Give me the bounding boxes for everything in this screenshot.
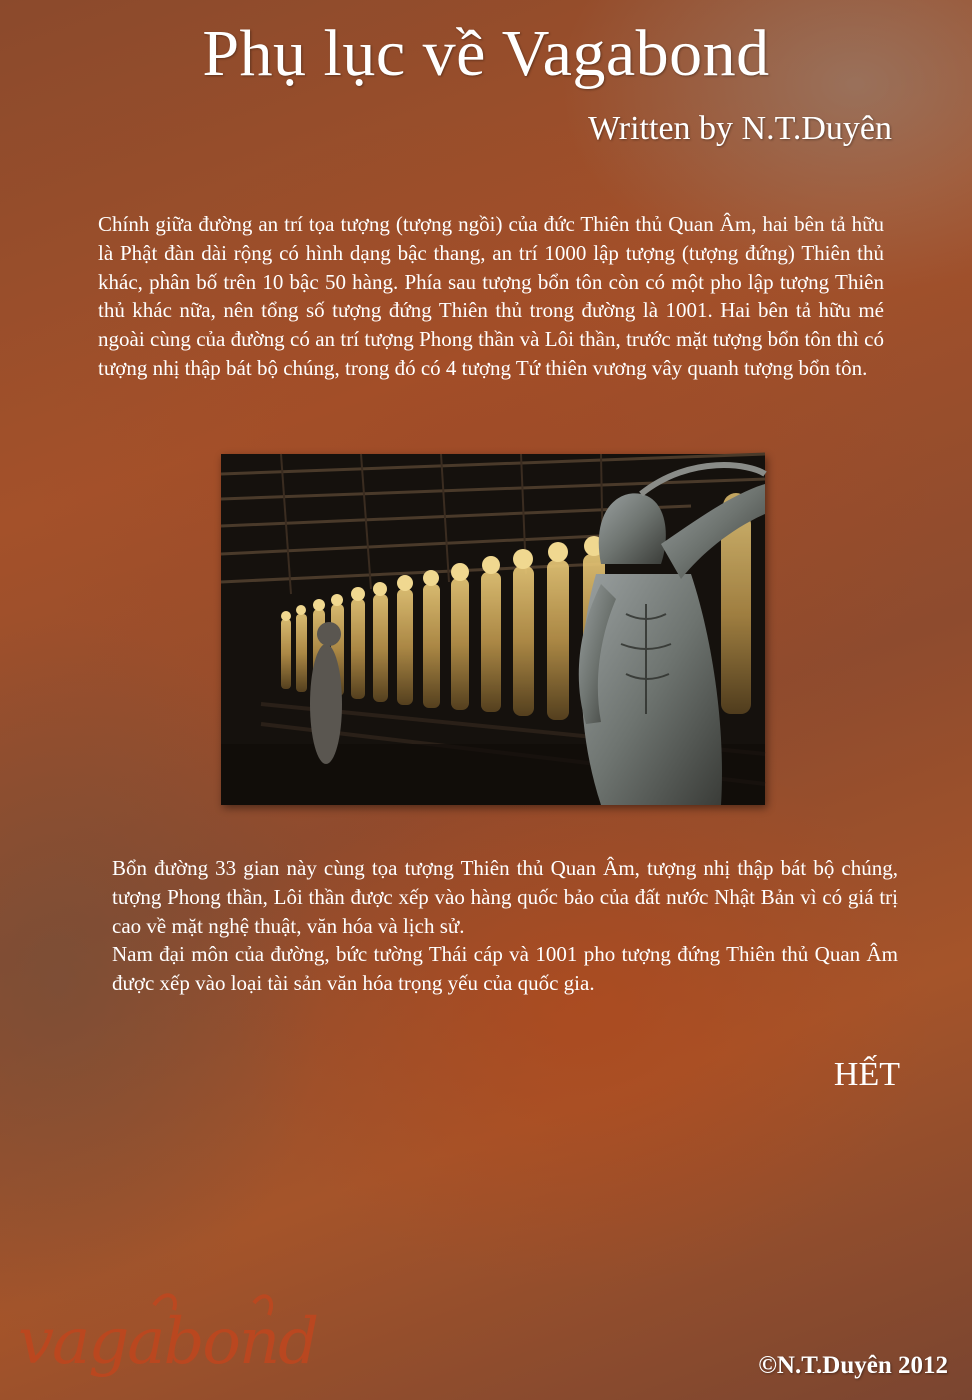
cultural-property-paragraph: Nam đại môn của đường, bức tường Thái cáp và 1001 pho tượng đứng Thiên thủ Quan Âm được xếp vào loại tài sản văn hóa trọng yếu của quốc gia. — [112, 942, 898, 996]
copyright-notice: ©N.T.Duyên 2012 — [758, 1352, 948, 1379]
vagabond-logo — [14, 1285, 318, 1385]
statue-hall-image — [221, 454, 765, 805]
temple-statues-photo — [221, 454, 765, 805]
conclusion-text — [112, 854, 898, 998]
page-title: Phụ lục về Vagabond — [202, 17, 770, 90]
svg-text:vagabond: vagabond — [18, 1305, 318, 1379]
national-treasure-paragraph: Bổn đường 33 gian này cùng tọa tượng Thiên thủ Quan Âm, tượng nhị thập bát bộ chúng, tượng Phong thần, Lôi thần được xếp vào hàng quốc bảo của đất nước Nhật Bản vì có giá trị cao về mặt nghệ thuật, văn hóa và lịch sử. — [112, 856, 898, 938]
end-mark: HẾT — [833, 1056, 900, 1093]
intro-paragraph: Chính giữa đường an trí tọa tượng (tượng ngồi) của đức Thiên thủ Quan Âm, hai bên tả hữu là Phật đàn dài rộng có hình dạng bậc thang, an trí 1000 lập tượng (tượng đứng) Thiên thủ khác, phân bố trên 10 bậc 50 hàng. Phía sau tượng bổn tôn còn có một pho lập tượng Thiên thủ khác nữa, nên tổng số tượng đứng Thiên thủ trong đường là 1001. Hai bên tả hữu mé ngoài cùng của đường có an trí tượng Phong thần và Lôi thần, trước mặt tượng bổn tôn thì có tượng nhị thập bát bộ chúng, trong đó có 4 tượng Tứ thiên vương vây quanh tượng bổn tôn. — [98, 212, 884, 380]
author-byline: Written by N.T.Duyên — [588, 110, 892, 147]
